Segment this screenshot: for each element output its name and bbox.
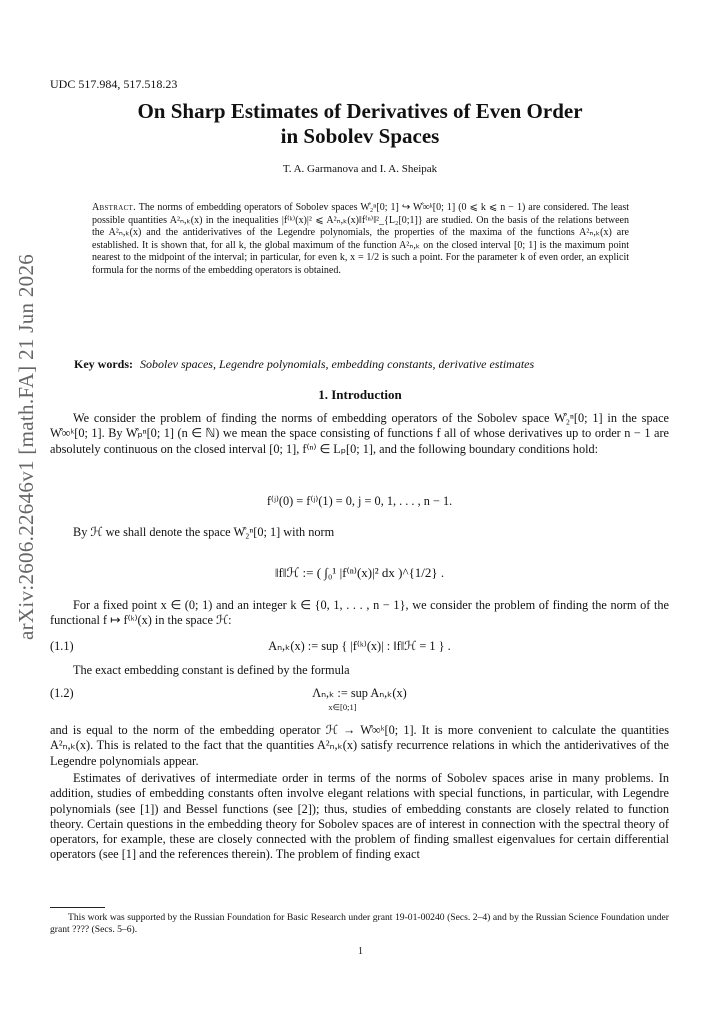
- section-title: 1. Introduction: [318, 387, 402, 402]
- equation-number-1-2: (1.2): [50, 686, 74, 700]
- equation-1-1: Aₙ,ₖ(x) := sup { |f⁽ᵏ⁾(x)| : ‖f‖ℋ = 1 } .: [268, 639, 451, 653]
- arxiv-identifier: arXiv:2606.22646v1 [math.FA] 21 Jun 2026: [14, 253, 38, 640]
- keywords-label: Key words:: [74, 357, 133, 371]
- paper-title: [60, 99, 660, 149]
- equation-1-2: Λₙ,ₖ := sup Aₙ,ₖ(x): [312, 686, 407, 700]
- paragraph-4: The exact embedding constant is defined by the formula: [73, 663, 350, 677]
- paragraph-1: We consider the problem of finding the norms of embedding operators of the Sobolev space W̊₂ⁿ[0; 1] in the space W̊∞ᵏ[0; 1]. By W̊ₚⁿ[0; 1] (n ∈ ℕ) we mean the space consisting of functions f all of whose derivatives up to order n − 1 are absolutely continuous on the closed interval [0; 1], f⁽ⁿ⁾ ∈ Lₚ[0; 1], and the following boundary conditions hold:: [50, 411, 669, 456]
- paragraph-6: Estimates of derivatives of intermediate order in terms of the norms of Sobolev spaces arise in many problems. In addition, studies of embedding constants often involve elegant relations with special functions, in particular, with Legendre polynomials (see [1]) and Bessel functions (see [2]); thus, studies of embedding constants are closely related to function theory. Certain questions in the embedding theory for Sobolev spaces are of interest in connection with the spectral theory of operators, for example, these are closely connected with the problem of finding smallest eigenvalues for certain differential operators (see [1] and the references therein). The problem of finding exact: [50, 771, 669, 862]
- paragraph-5: and is equal to the norm of the embedding operator ℋ → W̊∞ᵏ[0; 1]. It is more convenient to calculate the quantities A²ₙ,ₖ(x). This is related to the fact that the quantities A²ₙ,ₖ(x) satisfy recurrence relations in which the antiderivatives of the Legendre polynomials appear.: [50, 723, 669, 768]
- title-line-2: in Sobolev Spaces: [280, 124, 440, 148]
- equation-1-2-subscript: x∈[0;1]: [328, 702, 357, 712]
- equation-number-1-1: (1.1): [50, 639, 74, 653]
- authors: T. A. Garmanova and I. A. Sheipak: [282, 163, 438, 175]
- paragraph-3: For a fixed point x ∈ (0; 1) and an integer k ∈ {0, 1, . . . , n − 1}, we consider the problem of finding the norm of the functional f ↦ f⁽ᵏ⁾(x) in the space ℋ:: [50, 598, 669, 628]
- abstract-label: Abstract.: [92, 202, 136, 213]
- keywords: [74, 357, 534, 372]
- udc-code: UDC 517.984, 517.518.23: [50, 77, 178, 91]
- paragraph-2: By ℋ we shall denote the space W̊₂ⁿ[0; 1] with norm: [73, 525, 335, 539]
- title-line-1: On Sharp Estimates of Derivatives of Even Order: [137, 99, 583, 123]
- abstract-text: The norms of embedding operators of Sobolev spaces W̊₂ⁿ[0; 1] ↪ W̊∞ᵏ[0; 1] (0 ⩽ k ⩽ n − 1) are considered. The least possible quantities A²ₙ,ₖ(x) in the inequalities |f⁽ᵏ⁾(x)|² ⩽ A²ₙ,ₖ(x)‖f⁽ⁿ⁾‖²_{L₂[0;1]} are studied. On the basis of the relations between the A²ₙ,ₖ(x) and the antiderivatives of the Legendre polynomials, the properties of the maxima of the functions A²ₙ,ₖ(x) are established. It is shown that, for all k, the global maximum of the function A²ₙ,ₖ on the closed interval [0; 1] is the maximum point nearest to the midpoint of the interval; in particular, for even k, x = 1/2 is such a point. For the parameter k of even order, an explicit formula for the norms of the embedding operators is obtained.: [92, 202, 629, 276]
- abstract: [92, 202, 629, 278]
- footnote-rule: [50, 907, 105, 908]
- page-number: 1: [358, 946, 363, 957]
- keywords-text: Sobolev spaces, Legendre polynomials, embedding constants, derivative estimates: [140, 357, 535, 371]
- equation-boundary: f⁽ʲ⁾(0) = f⁽ʲ⁾(1) = 0, j = 0, 1, . . . , n − 1.: [266, 494, 453, 508]
- equation-norm: ‖f‖ℋ := ( ∫₀¹ |f⁽ⁿ⁾(x)|² dx )^{1/2} .: [274, 565, 445, 580]
- footnote: This work was supported by the Russian Foundation for Basic Research under grant 19-01-00240 (Secs. 2–4) and by the Russian Science Foundation under grant ???? (Secs. 5–6).: [50, 912, 669, 935]
